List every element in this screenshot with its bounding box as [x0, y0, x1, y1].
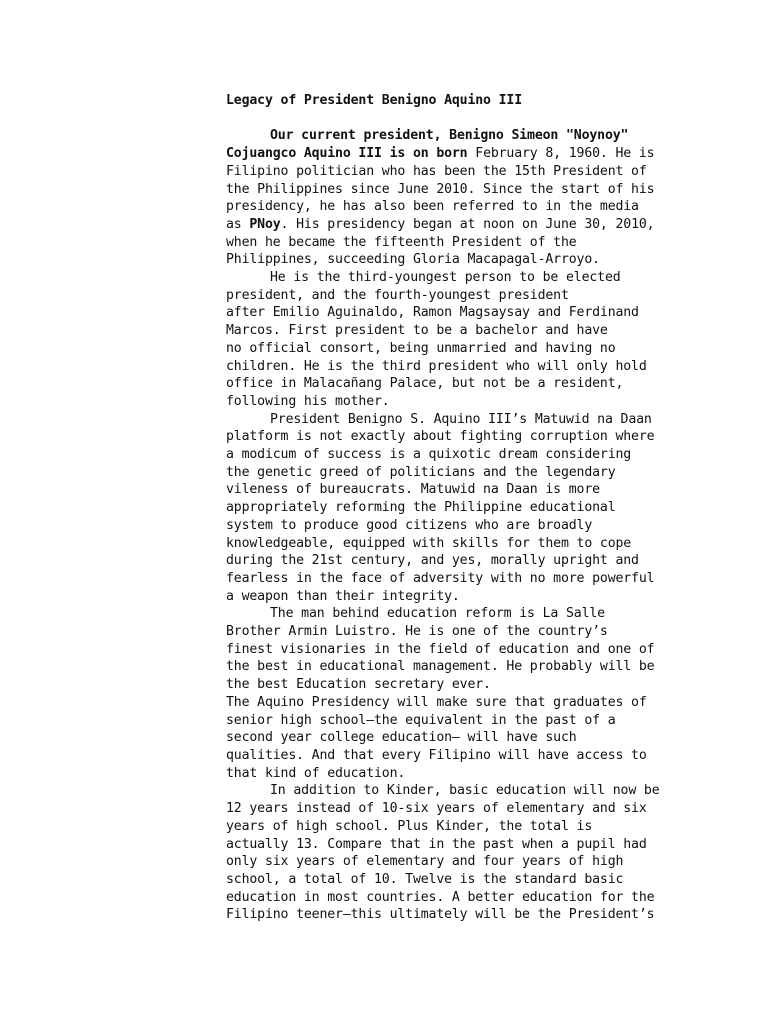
p4-line: the best Education secretary ever.: [226, 677, 491, 693]
p6-line: education in most countries. A better education for the: [226, 889, 655, 905]
p2-line: children. He is the third president who will only hold: [226, 358, 647, 374]
p3-line: during the 21st century, and yes, morally upright and: [226, 553, 639, 569]
p6-line: only six years of elementary and four years of high: [226, 854, 624, 870]
p3-line: the genetic greed of politicians and the legendary: [226, 464, 616, 480]
p3-line: President Benigno S. Aquino III’s Matuwid na Daan: [270, 411, 652, 427]
p6-line: school, a total of 10. Twelve is the standard basic: [226, 871, 624, 887]
p6-line: Filipino teener—this ultimately will be the President’s: [226, 907, 655, 923]
p2-line: Marcos. First president to be a bachelor and have: [226, 323, 608, 339]
p6-line: actually 13. Compare that in the past when a pupil had: [226, 836, 647, 852]
p4-line: the best in educational management. He probably will be: [226, 659, 655, 675]
p1-line-8: Philippines, succeeding Gloria Macapagal-Arroyo.: [226, 252, 600, 268]
p3-line: platform is not exactly about fighting corruption where: [226, 429, 655, 445]
p1-line-2-rest: February 8, 1960. He is: [467, 146, 655, 162]
p3-line: system to produce good citizens who are broadly: [226, 517, 593, 533]
p3-line: fearless in the face of adversity with no more powerful: [226, 570, 655, 586]
paragraph-6: [226, 782, 726, 924]
document-body: [226, 92, 726, 924]
p5-line: The Aquino Presidency will make sure that graduates of: [226, 694, 647, 710]
p1-line-7: when he became the fifteenth President of the: [226, 234, 577, 250]
p5-line: senior high school—the equivalent in the past of a: [226, 712, 616, 728]
p2-line: no official consort, being unmarried and having no: [226, 340, 616, 356]
p1-line-6-bold: PNoy: [249, 216, 281, 232]
p6-line: In addition to Kinder, basic education will now be: [270, 783, 660, 799]
p2-line: following his mother.: [226, 393, 390, 409]
p3-line: a weapon than their integrity.: [226, 588, 460, 604]
paragraph-1: [226, 127, 726, 269]
p5-line: second year college education— will have such: [226, 730, 577, 746]
paragraph-3: [226, 411, 726, 606]
p6-line: 12 years instead of 10-six years of elementary and six: [226, 801, 647, 817]
p1-line-3: Filipino politician who has been the 15th President of: [226, 163, 647, 179]
p1-line-6-rest: . His presidency began at noon on June 30, 2010,: [280, 216, 655, 232]
p1-line-6-pre: as: [226, 216, 250, 232]
p3-line: appropriately reforming the Philippine educational: [226, 500, 616, 516]
p2-line: after Emilio Aguinaldo, Ramon Magsaysay and Ferdinand: [226, 305, 639, 321]
p1-line-4: the Philippines since June 2010. Since the start of his: [226, 181, 655, 197]
p3-line: vileness of bureaucrats. Matuwid na Daan is more: [226, 482, 600, 498]
p5-line: qualities. And that every Filipino will have access to: [226, 748, 647, 763]
p4-line: The man behind education reform is La Salle: [270, 606, 605, 622]
p6-line: years of high school. Plus Kinder, the total is: [226, 818, 593, 834]
paragraph-5: [226, 694, 726, 783]
paragraph-2: [226, 269, 726, 411]
p1-line-2-bold: Cojuangco Aquino III is on born: [226, 146, 468, 162]
document-title: Legacy of President Benigno Aquino III: [226, 93, 523, 108]
p1-line-5: presidency, he has also been referred to in the media: [226, 199, 639, 215]
p4-line: Brother Armin Luistro. He is one of the country’s: [226, 624, 608, 640]
p3-line: a modicum of success is a quixotic dream considering: [226, 447, 632, 463]
p2-line: office in Malacañang Palace, but not be a resident,: [226, 376, 624, 392]
paragraph-4: [226, 605, 726, 694]
p2-line: president, and the fourth-youngest president: [226, 287, 569, 303]
p4-line: finest visionaries in the field of education and one of: [226, 641, 655, 657]
p1-line-1: Our current president, Benigno Simeon "Noynoy": [270, 128, 629, 144]
p2-line: He is the third-youngest person to be elected: [270, 270, 621, 286]
p3-line: knowledgeable, equipped with skills for them to cope: [226, 535, 632, 551]
p5-line: that kind of education.: [226, 765, 406, 781]
